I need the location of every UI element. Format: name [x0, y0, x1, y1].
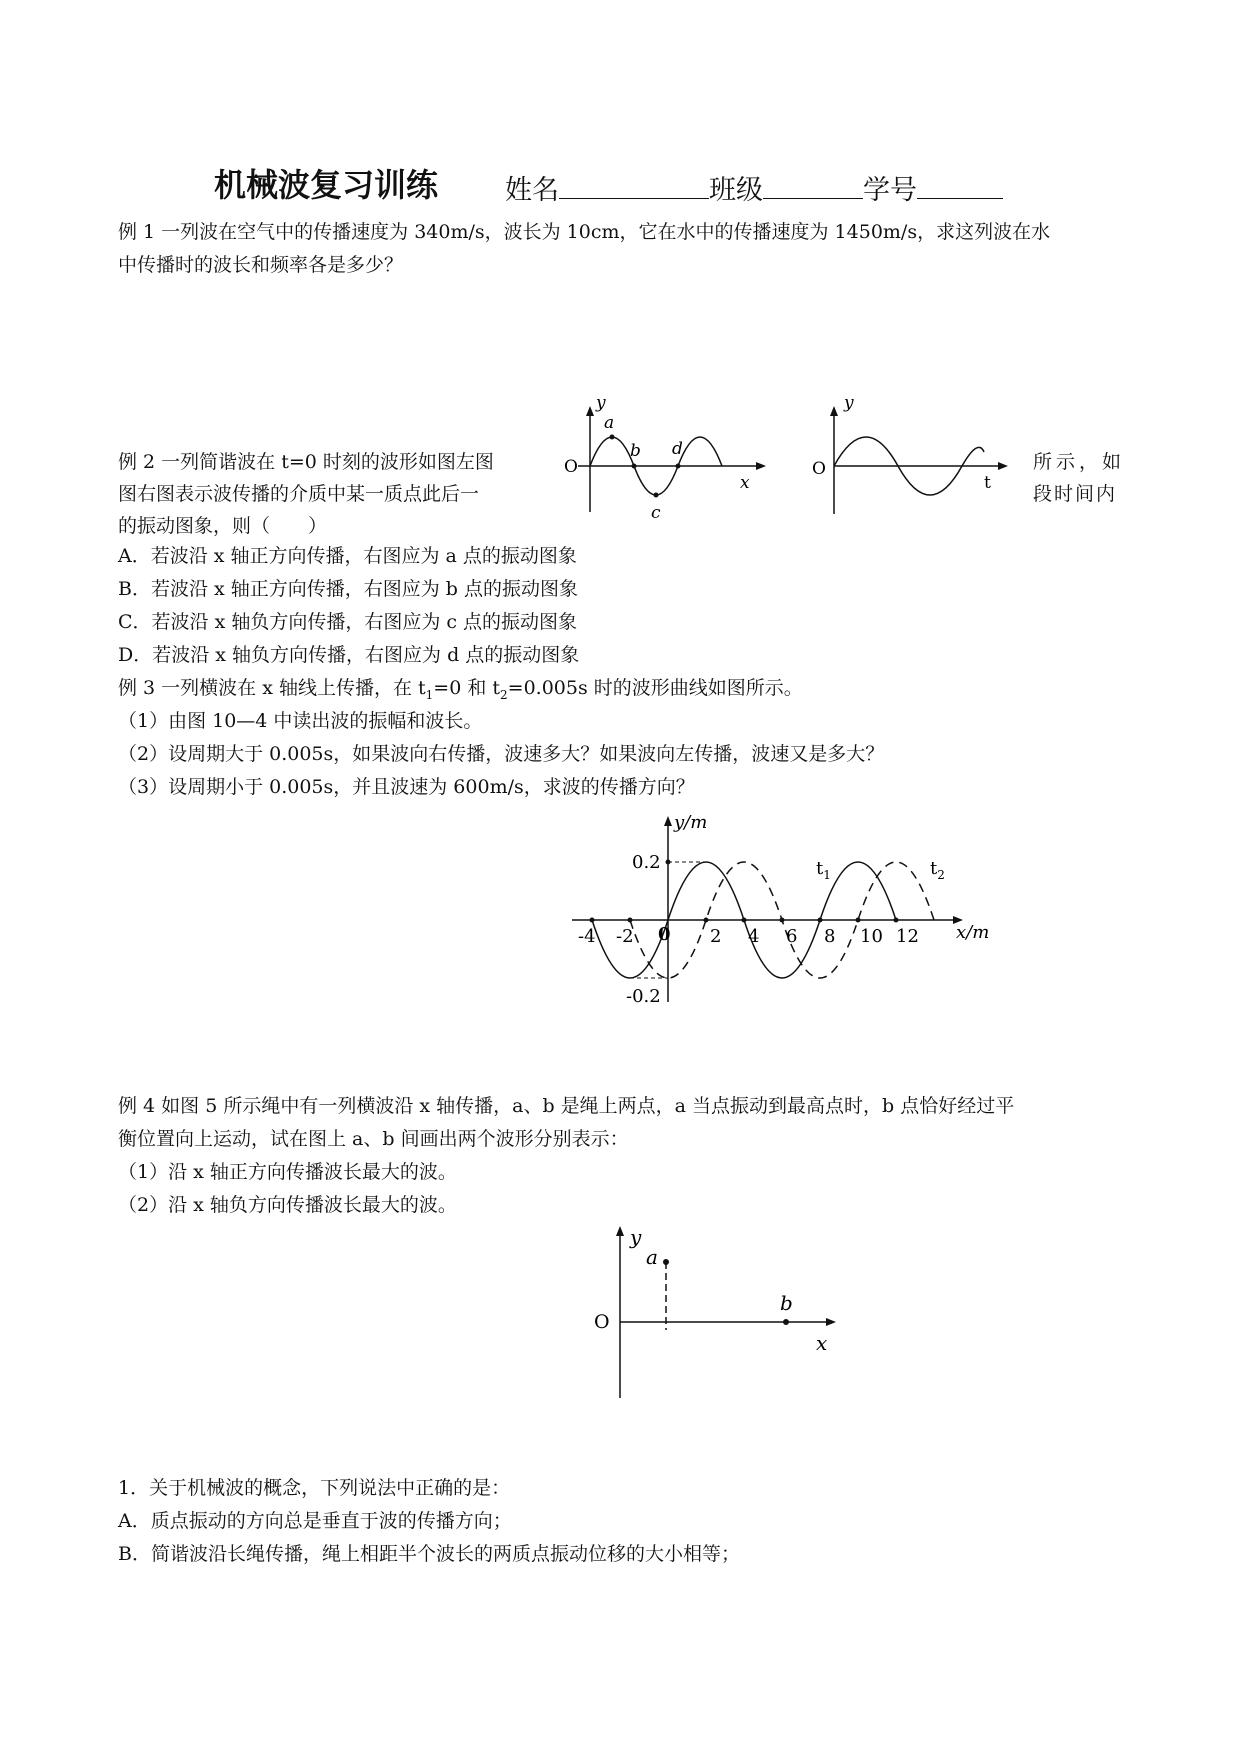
- tick-label: -4: [578, 926, 596, 947]
- point-b: [783, 1319, 789, 1325]
- t2-label: $t_2$: [930, 858, 945, 882]
- name-blank[interactable]: [559, 172, 709, 199]
- y-axis-arrow: [830, 406, 838, 416]
- ex3-question-2: （2）设周期大于 0.005s，如果波向右传播，波速多大？如果波向左传播，波速又是多大？: [118, 743, 885, 765]
- y-axis-arrow: [586, 406, 594, 416]
- ex3-question-1: （1）由图 10—4 中读出波的振幅和波长。: [118, 710, 483, 732]
- t1-label: $t_1$: [816, 858, 831, 882]
- q1-stem: 1．关于机械波的概念，下列说法中正确的是：: [118, 1477, 511, 1499]
- tick-dot: [628, 918, 633, 923]
- ex2-stem-line3: 的振动图象，则（ ）: [118, 515, 328, 537]
- ex4-question-1: （1）沿 x 轴正方向传播波长最大的波。: [118, 1161, 457, 1183]
- label-a: a: [604, 413, 615, 433]
- ex1-line1: 例 1 一列波在空气中的传播速度为 340m/s，波长为 10cm，它在水中的传播速度为 1450m/s，求这列波在水: [118, 221, 1051, 243]
- point-c: [654, 493, 659, 498]
- label-c: c: [651, 503, 661, 523]
- tick-label: 12: [896, 926, 919, 947]
- q1-option-b: B．简谐波沿长绳传播，绳上相距半个波长的两质点振动位移的大小相等；: [118, 1543, 740, 1565]
- class-blank[interactable]: [763, 172, 863, 199]
- origin-label: 0: [658, 924, 671, 945]
- ex2-option-c: C．若波沿 x 轴负方向传播，右图应为 c 点的振动图象: [118, 611, 578, 633]
- amp-neg-label: -0.2: [626, 986, 661, 1007]
- ex3-wave-figure: [560, 810, 1010, 1010]
- ex2-wave-figure: [560, 392, 770, 527]
- point-a: [663, 1259, 669, 1265]
- ex2-stem-line1: 例 2 一列简谐波在 t=0 时刻的波形如图左图: [118, 451, 494, 473]
- amp-dot: [666, 860, 671, 865]
- tick-dot: [894, 918, 899, 923]
- tick-label: 4: [748, 926, 760, 947]
- y-label: y: [844, 393, 854, 413]
- id-blank[interactable]: [917, 172, 1003, 199]
- x-label: x: [740, 473, 750, 493]
- label-b: b: [780, 1291, 793, 1315]
- ex3-stem: 例 3 一列横波在 x 轴线上传播，在 $t_1=0$ 和 $t_2=0.005s$ 时的波形曲线如图所示。: [118, 677, 803, 702]
- label-d: d: [672, 439, 683, 459]
- ex3-question-3: （3）设周期小于 0.005s，并且波速为 600m/s，求波的传播方向？: [118, 776, 695, 798]
- y-label: y: [630, 1225, 642, 1249]
- origin-label: O: [564, 457, 578, 477]
- tick-label: 6: [786, 926, 798, 947]
- point-b: [632, 464, 637, 469]
- x-axis-arrow: [756, 462, 766, 470]
- ex4-question-2: （2）沿 x 轴负方向传播波长最大的波。: [118, 1194, 457, 1216]
- ex2-stem-right2: 段时间内: [1033, 483, 1118, 505]
- tick-dot: [780, 918, 785, 923]
- y-label: y: [596, 393, 606, 413]
- y-axis-arrow: [664, 816, 672, 826]
- ex4-line1: 例 4 如图 5 所示绳中有一列横波沿 x 轴传播，a、b 是绳上两点，a 当点振动到最高点时，b 点恰好经过平: [118, 1095, 1015, 1117]
- tick-dot: [704, 918, 709, 923]
- ex2-stem-line2: 图右图表示波传播的介质中某一质点此后一: [118, 483, 480, 505]
- ex4-line2: 衡位置向上运动，试在图上 a、b 间画出两个波形分别表示：: [118, 1128, 629, 1150]
- point-a: [610, 435, 615, 440]
- x-label: x/m: [956, 922, 990, 943]
- tick-dot: [742, 918, 747, 923]
- tick-dot: [818, 918, 823, 923]
- tick-dot: [856, 918, 861, 923]
- ex4-figure: [580, 1216, 850, 1406]
- ex1-line2: 中传播时的波长和频率各是多少？: [118, 254, 404, 276]
- tick-label: -2: [616, 926, 634, 947]
- point-d: [676, 464, 681, 469]
- label-b: b: [630, 441, 641, 461]
- y-label: y/m: [674, 812, 708, 833]
- t-axis-arrow: [998, 462, 1008, 470]
- tick-label: 2: [710, 926, 722, 947]
- x-axis-arrow: [826, 1318, 836, 1326]
- tick-label: 8: [824, 926, 836, 947]
- x-label: x: [816, 1331, 828, 1355]
- class-label: 班级: [709, 175, 763, 206]
- ex2-option-a: A．若波沿 x 轴正方向传播，右图应为 a 点的振动图象: [118, 545, 577, 567]
- tick-dot: [590, 918, 595, 923]
- origin-label: O: [812, 459, 826, 479]
- ex2-stem: [118, 446, 553, 542]
- amp-pos-label: 0.2: [632, 852, 661, 873]
- ex2-option-b: B．若波沿 x 轴正方向传播，右图应为 b 点的振动图象: [118, 578, 578, 600]
- ex2-stem-right1: 所示，如: [1033, 451, 1126, 473]
- page-title: 机械波复习训练: [214, 166, 439, 204]
- label-a: a: [646, 1245, 658, 1269]
- ex2-vibration-figure: [800, 392, 1015, 522]
- y-axis-arrow: [616, 1226, 624, 1236]
- name-label: 姓名: [505, 175, 559, 206]
- ex2-option-d: D．若波沿 x 轴负方向传播，右图应为 d 点的振动图象: [118, 644, 580, 666]
- student-info-fields: [505, 168, 1003, 207]
- t-label: t: [984, 473, 991, 493]
- tick-label: 10: [860, 926, 883, 947]
- q1-option-a: A．质点振动的方向总是垂直于波的传播方向；: [118, 1510, 512, 1532]
- ex2-stem-right: [1033, 446, 1133, 510]
- id-label: 学号: [863, 175, 917, 206]
- origin-label: O: [594, 1311, 610, 1333]
